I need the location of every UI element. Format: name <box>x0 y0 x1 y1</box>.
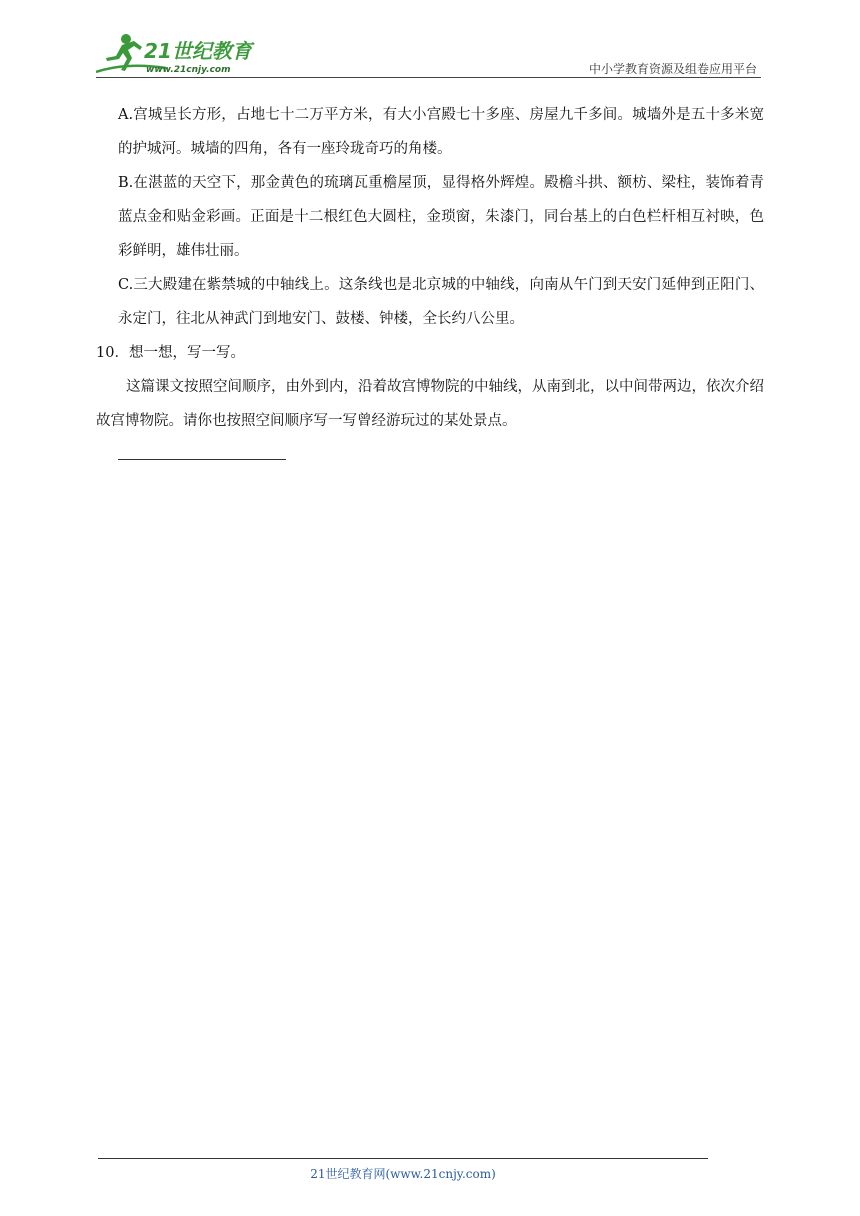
question-10-body: 这篇课文按照空间顺序，由外到内，沿着故宫博物院的中轴线，从南到北，以中间带两边，依次介绍故宫博物院。请你也按照空间顺序写一写曾经游玩过的某处景点。 <box>96 379 764 429</box>
footer-text: 21世纪教育网(www.21cnjy.com) <box>310 1167 496 1181</box>
page-content <box>96 98 764 438</box>
logo-text: 21世纪教育 <box>144 39 252 63</box>
footer-divider <box>98 1158 708 1159</box>
question-10-title: 10．想一想，写一写。 <box>96 345 245 361</box>
answer-line <box>118 459 286 460</box>
platform-title: 中小学教育资源及组卷应用平台 <box>588 62 757 76</box>
option-b: B.在湛蓝的天空下，那金黄色的琉璃瓦重檐屋顶，显得格外辉煌。殿檐斗拱、额枋、梁柱，装饰着青蓝点金和贴金彩画。正面是十二根红色大圆柱，金琐窗，朱漆门，同台基上的白色栏杆相互衬映，色彩鲜明，雄伟壮丽。 <box>118 175 764 259</box>
option-a: A.宫城呈长方形，占地七十二万平方米，有大小宫殿七十多座、房屋九千多间。城墙外是五十多米宽的护城河。城墙的四角，各有一座玲珑奇巧的角楼。 <box>118 107 764 157</box>
option-c: C.三大殿建在紫禁城的中轴线上。这条线也是北京城的中轴线，向南从午门到天安门延伸到正阳门、永定门，往北从神武门到地安门、鼓楼、钟楼，全长约八公里。 <box>118 277 764 327</box>
logo-21cnjy <box>96 32 266 76</box>
page-header <box>96 32 761 80</box>
logo-url: www.21cnjy.com <box>146 65 231 75</box>
header-divider <box>96 77 761 78</box>
